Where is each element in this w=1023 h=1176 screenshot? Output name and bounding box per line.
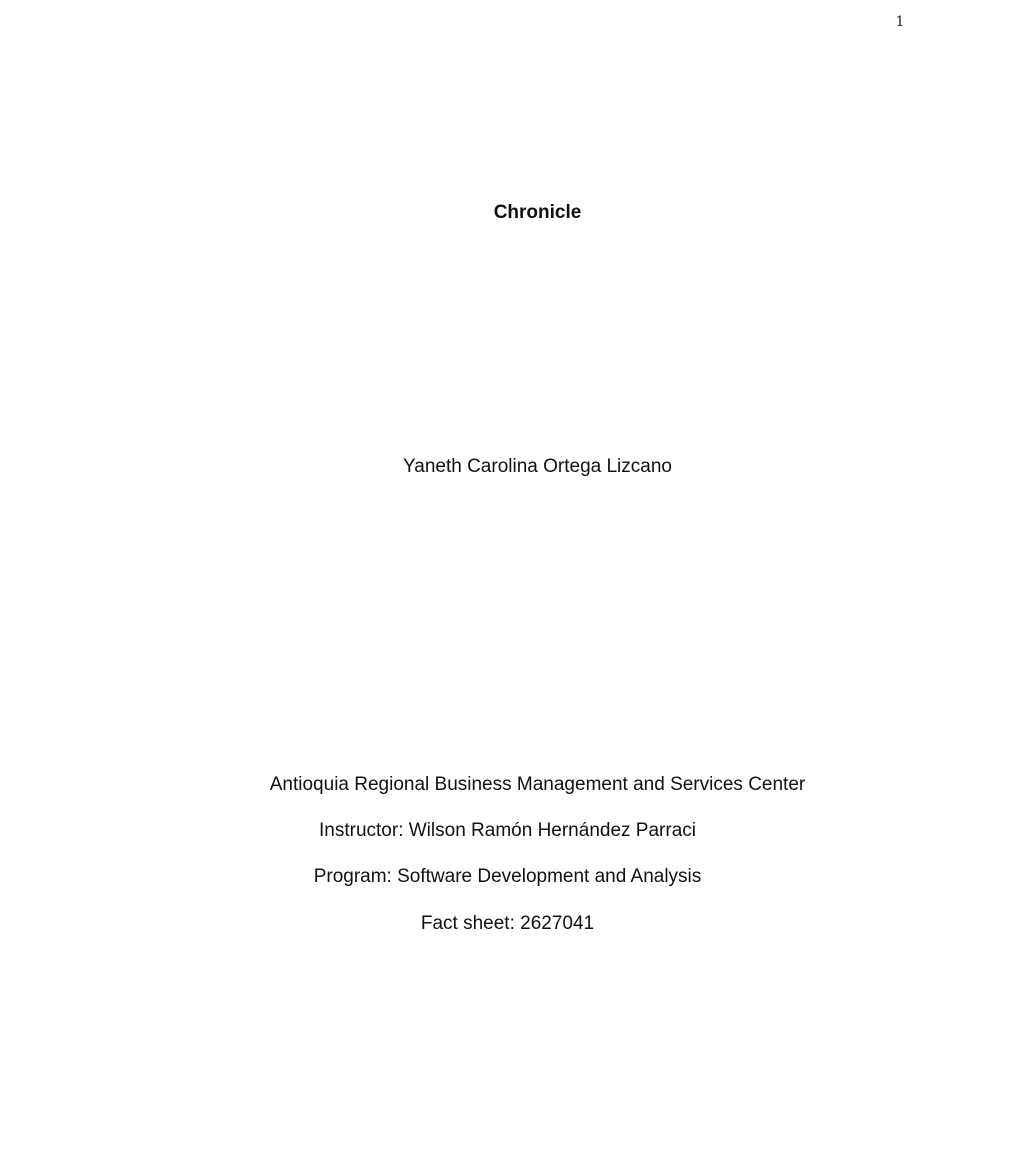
- author-name: Yaneth Carolina Ortega Lizcano: [403, 456, 672, 477]
- page-number: 1: [895, 14, 905, 30]
- program-line: Program: Software Development and Analysis: [313, 866, 702, 887]
- fact-sheet-line: Fact sheet: 2627041: [420, 913, 595, 934]
- institution-name: Antioquia Regional Business Management and Services Center: [269, 774, 806, 795]
- instructor-line: Instructor: Wilson Ramón Hernández Parraci: [319, 820, 696, 841]
- document-title: Chronicle: [493, 202, 582, 223]
